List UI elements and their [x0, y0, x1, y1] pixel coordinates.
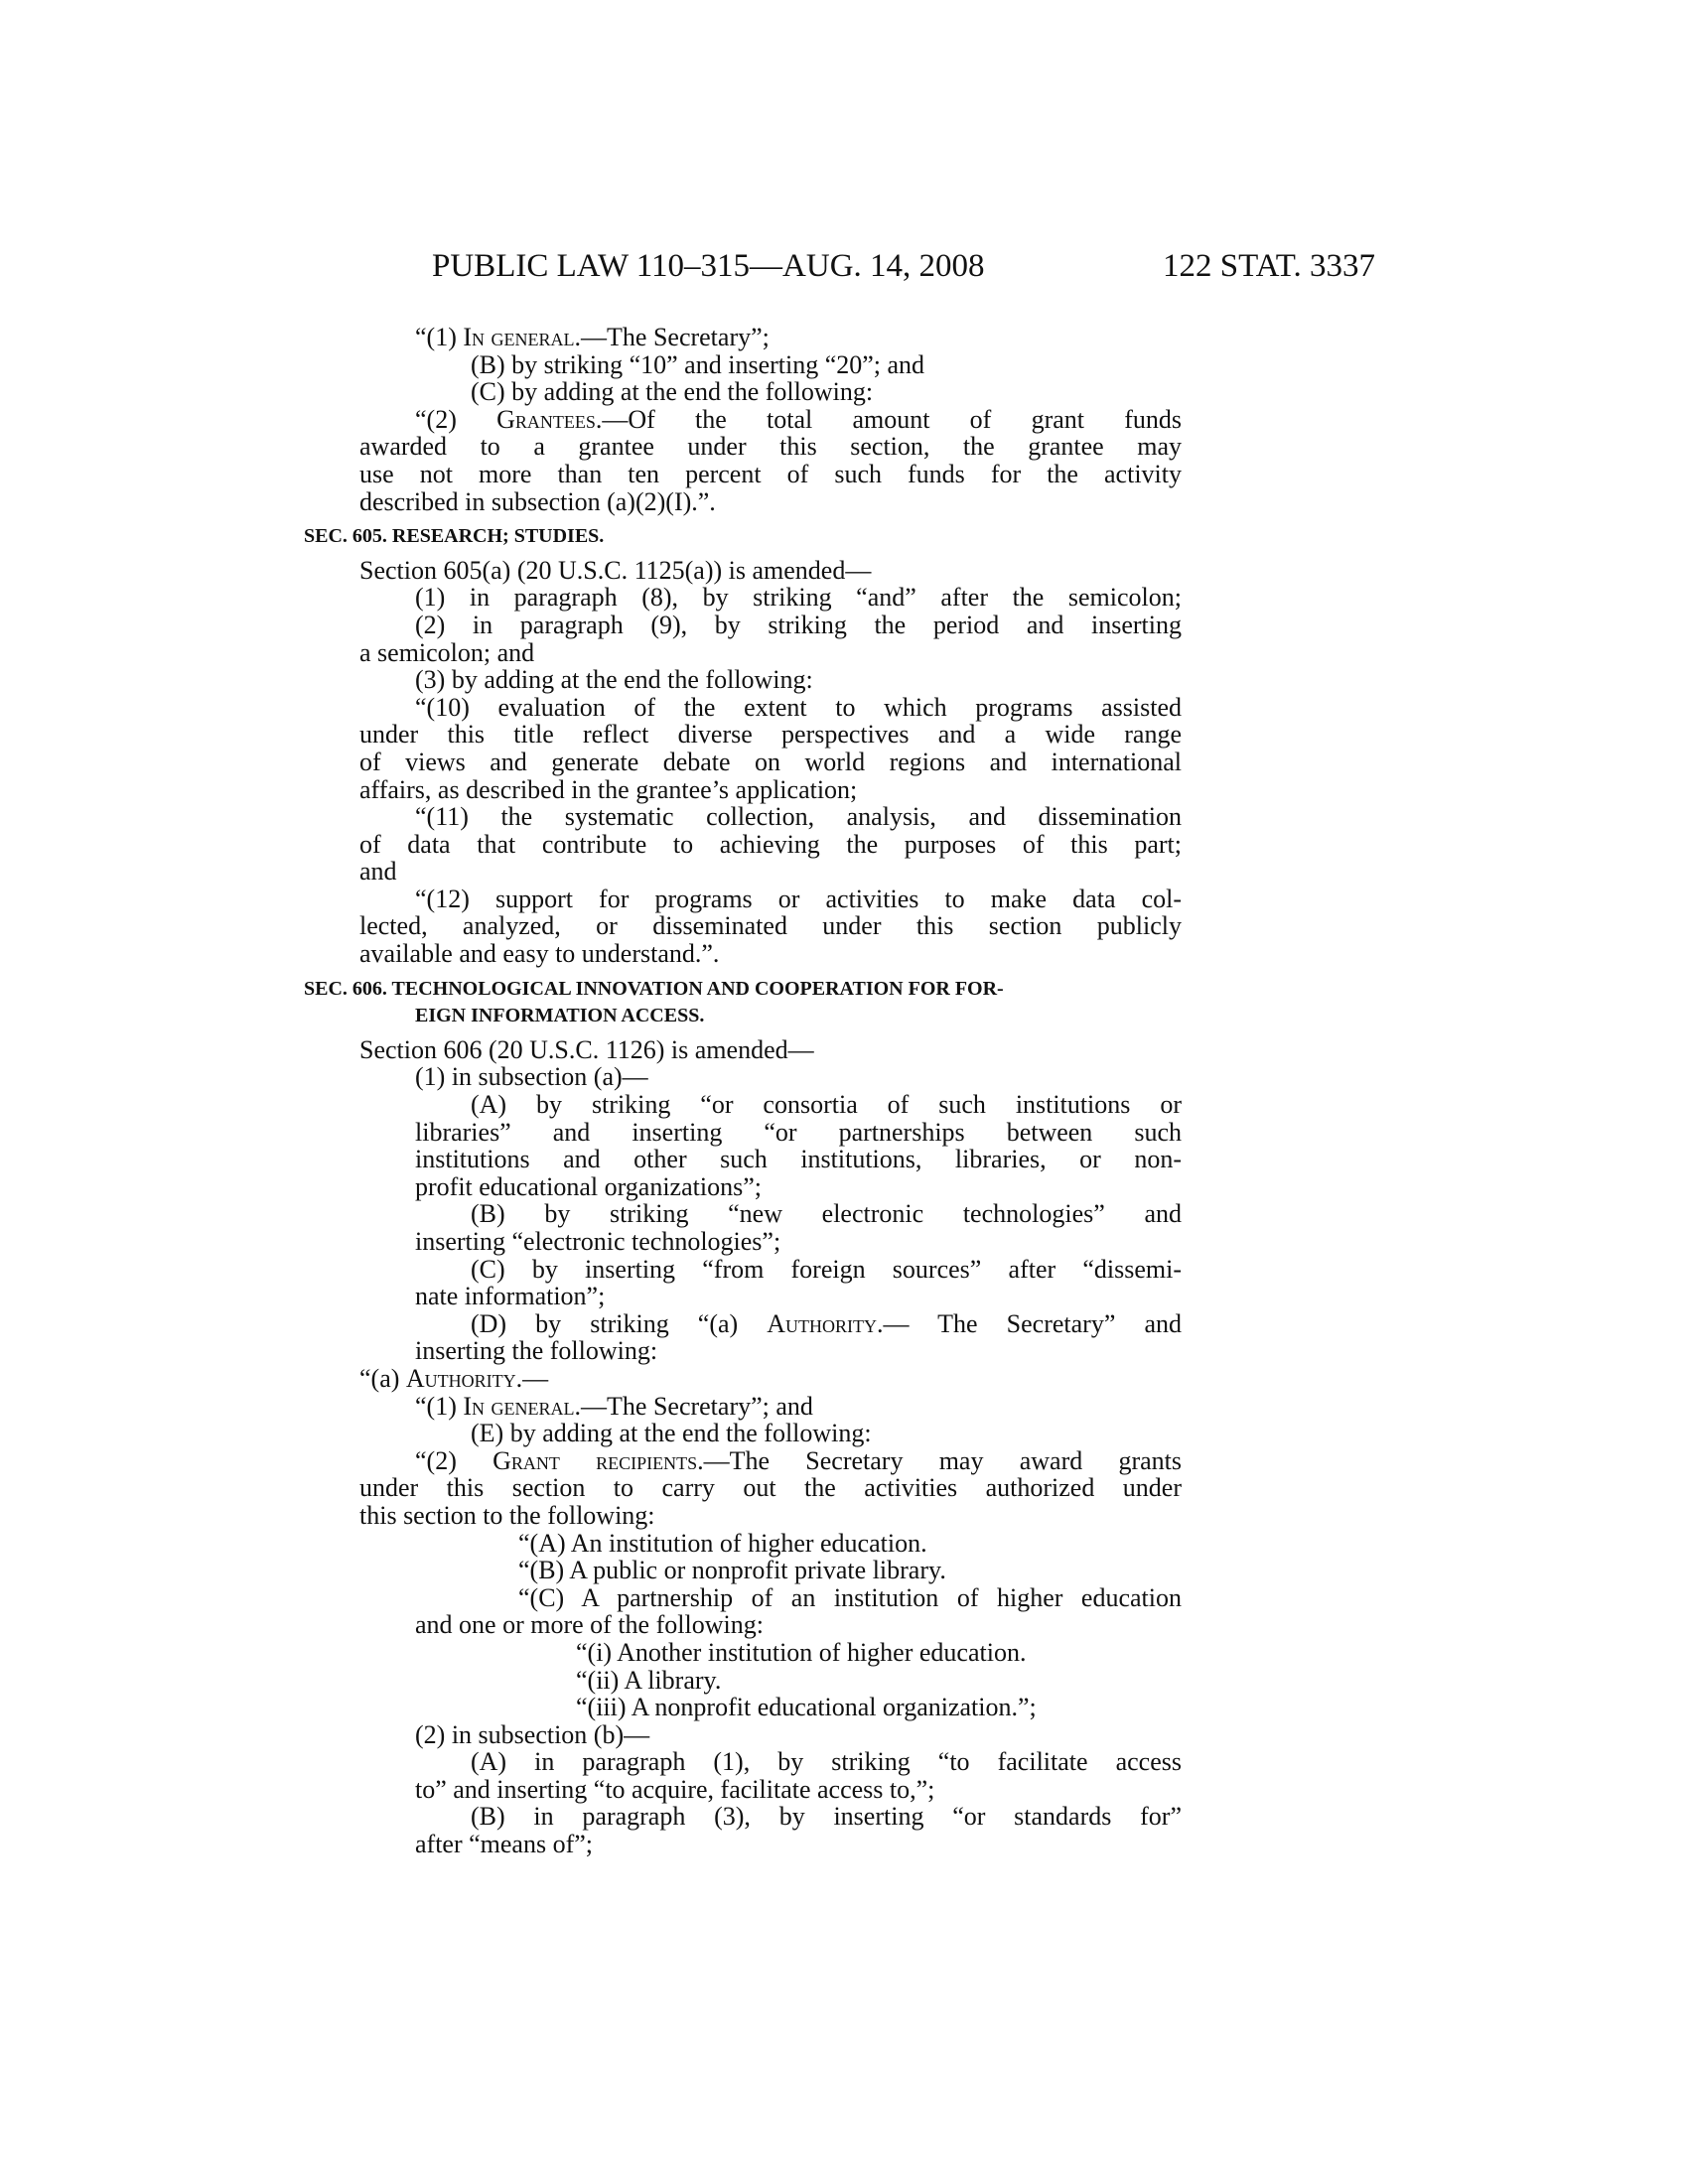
text-line: “(C) A partnership of an institution of higher education: [518, 1582, 1182, 1612]
text-line: “(i) Another institution of higher education.: [576, 1637, 1027, 1667]
text-line: under this title reflect diverse perspectives and a wide range: [359, 720, 1182, 750]
text-line: nate information”;: [415, 1282, 606, 1311]
text-line: (2) in subsection (b)—: [415, 1719, 650, 1749]
text-line: (2) in paragraph (9), by striking the period and inserting: [415, 610, 1182, 639]
text-line: institutions and other such institutions, libraries, or non-: [415, 1145, 1182, 1174]
document-body: [304, 323, 1183, 1859]
text-line: under this section to carry out the activities authorized under: [359, 1473, 1182, 1503]
text-line: of data that contribute to achieving the purposes of this part;: [359, 829, 1182, 859]
text-line: available and easy to understand.”.: [359, 939, 720, 969]
section-heading: SEC. 606. TECHNOLOGICAL INNOVATION AND COOPERATION FOR FOR-: [304, 977, 1004, 1000]
text-line: (C) by inserting “from foreign sources” after “dissemi-: [471, 1254, 1182, 1284]
text-line: awarded to a grantee under this section, the grantee may: [359, 432, 1182, 462]
text-line: “(ii) A library.: [576, 1665, 722, 1695]
text-line: inserting “electronic technologies”;: [415, 1227, 781, 1256]
text-line: a semicolon; and: [359, 637, 535, 667]
text-line: (A) in paragraph (1), by striking “to facilitate access: [471, 1747, 1182, 1777]
text-line: described in subsection (a)(2)(I).”.: [359, 486, 716, 516]
text-line: (1) in paragraph (8), by striking “and” after the semicolon;: [415, 583, 1182, 613]
text-line: (1) in subsection (a)—: [415, 1062, 648, 1092]
text-line: “(iii) A nonprofit educational organization.”;: [576, 1693, 1037, 1722]
text-line: (E) by adding at the end the following:: [471, 1419, 872, 1448]
section-heading-continued: EIGN INFORMATION ACCESS.: [415, 1005, 705, 1027]
running-head: [432, 246, 1375, 286]
text-line: “(2) Grantees.—Of the total amount of grant funds: [415, 404, 1182, 434]
text-line: Section 606 (20 U.S.C. 1126) is amended—: [359, 1034, 814, 1064]
text-line: to” and inserting “to acquire, facilitate access to,”;: [415, 1774, 935, 1804]
text-line: “(B) A public or nonprofit private library.: [518, 1556, 946, 1585]
text-line: inserting the following:: [415, 1336, 658, 1366]
text-line: “(2) Grant recipients.—The Secretary may award grants: [415, 1445, 1183, 1475]
text-line: (D) by striking “(a) Authority.— The Secretary” and: [471, 1308, 1182, 1338]
section-heading: SEC. 605. RESEARCH; STUDIES.: [304, 525, 605, 548]
text-line: of views and generate debate on world regions and international: [359, 747, 1182, 776]
text-line: and: [359, 857, 397, 887]
text-line: (B) by striking “10” and inserting “20”; and: [471, 349, 925, 379]
statute-page-number: 122 STAT. 3337: [1162, 248, 1375, 284]
text-line: “(12) support for programs or activities to make data col-: [415, 884, 1182, 913]
text-line: profit educational organizations”;: [415, 1171, 762, 1201]
text-line: affairs, as described in the grantee’s application;: [359, 774, 858, 804]
text-line: (3) by adding at the end the following:: [415, 665, 813, 695]
text-line: and one or more of the following:: [415, 1610, 764, 1640]
text-line: “(1) In general.—The Secretary”; and: [415, 1391, 813, 1421]
text-line: (B) by striking “new electronic technologies” and: [471, 1199, 1182, 1229]
text-line: “(1) In general.—The Secretary”;: [415, 323, 770, 351]
text-line: this section to the following:: [359, 1500, 655, 1530]
page-title: PUBLIC LAW 110–315—AUG. 14, 2008: [432, 248, 985, 284]
text-line: lected, analyzed, or disseminated under this section publicly: [359, 911, 1182, 941]
text-line: (B) in paragraph (3), by inserting “or standards for”: [471, 1802, 1182, 1832]
text-line: “(A) An institution of higher education.: [518, 1528, 927, 1558]
text-line: (C) by adding at the end the following:: [471, 377, 874, 407]
text-line: after “means of”;: [415, 1830, 594, 1859]
text-line: libraries” and inserting “or partnerships between such: [415, 1117, 1182, 1147]
text-line: “(a) Authority.—: [359, 1363, 549, 1393]
text-line: “(11) the systematic collection, analysis, and dissemination: [415, 802, 1182, 832]
text-line: (A) by striking “or consortia of such institutions or: [471, 1090, 1182, 1120]
text-line: Section 605(a) (20 U.S.C. 1125(a)) is amended—: [359, 555, 872, 585]
text-line: “(10) evaluation of the extent to which programs assisted: [415, 692, 1182, 722]
text-line: use not more than ten percent of such funds for the activity: [359, 459, 1182, 488]
